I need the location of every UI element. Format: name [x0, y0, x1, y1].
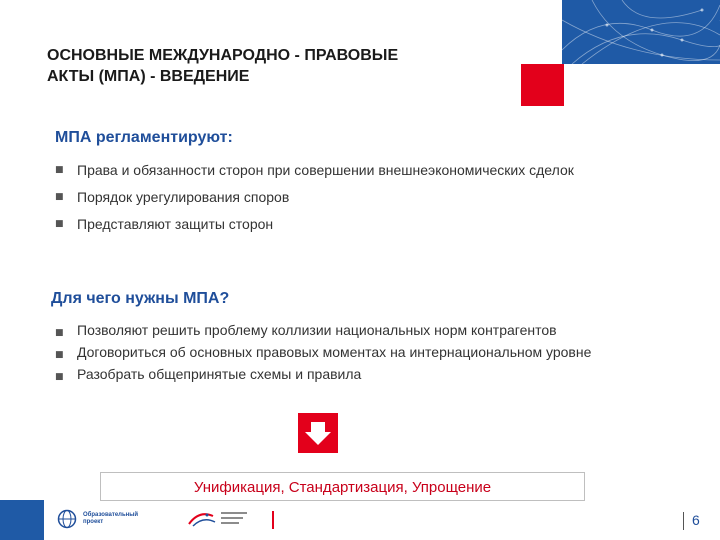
- footer-accent: [0, 500, 44, 540]
- list-item: [55, 343, 675, 365]
- section-2-list: [55, 321, 675, 387]
- bullet-icon: ■: [55, 165, 64, 175]
- export-center-logo-icon: [185, 506, 265, 532]
- list-item-text: Представляют защиты сторон: [77, 216, 274, 232]
- footer-separator: [272, 511, 274, 529]
- page-number: 6: [692, 512, 700, 528]
- result-text: Унификация, Стандартизация, Упрощение: [193, 479, 492, 496]
- bullet-icon: ■: [55, 328, 64, 338]
- list-item-text: Договориться об основных правовых моментах на интернациональном уровне: [77, 344, 592, 360]
- bullet-icon: ■: [55, 372, 64, 382]
- bullet-icon: ■: [55, 219, 64, 229]
- result-box: [100, 472, 585, 501]
- bullet-icon: ■: [55, 350, 64, 360]
- logo-1-line-2: проект: [83, 519, 104, 525]
- logo-1-line-1: Образовательный: [83, 512, 139, 518]
- list-item: [55, 189, 574, 216]
- title-line-2: АКТЫ (МПА) - ВВЕДЕНИЕ: [47, 68, 250, 85]
- list-item-text: Права и обязанности сторон при совершении внешнеэкономических сделок: [77, 162, 574, 178]
- section-1-list: [55, 162, 574, 243]
- list-item-text: Позволяют решить проблему коллизии национальных норм контрагентов: [77, 322, 557, 338]
- page-title: [47, 45, 507, 87]
- list-item: [55, 162, 574, 189]
- logo-1-text: [83, 512, 138, 526]
- section-2-heading: Для чего нужны МПА?: [51, 290, 230, 307]
- globe-logo-icon: [57, 506, 177, 532]
- decorative-network-icon: [562, 0, 720, 64]
- globe-icon: [57, 509, 77, 529]
- list-item: [55, 365, 675, 387]
- list-item-text: Разобрать общепринятые схемы и правила: [77, 366, 362, 382]
- list-item-text: Порядок урегулирования споров: [77, 189, 290, 205]
- decorative-red-square: [521, 64, 564, 106]
- bullet-icon: ■: [55, 192, 64, 202]
- section-1-heading: МПА регламентируют:: [55, 129, 233, 146]
- list-item: [55, 321, 675, 343]
- list-item: [55, 216, 574, 243]
- title-line-1: ОСНОВНЫЕ МЕЖДУНАРОДНО - ПРАВОВЫЕ: [47, 47, 399, 64]
- page-number-separator: [683, 512, 684, 530]
- down-arrow-icon: [298, 413, 338, 453]
